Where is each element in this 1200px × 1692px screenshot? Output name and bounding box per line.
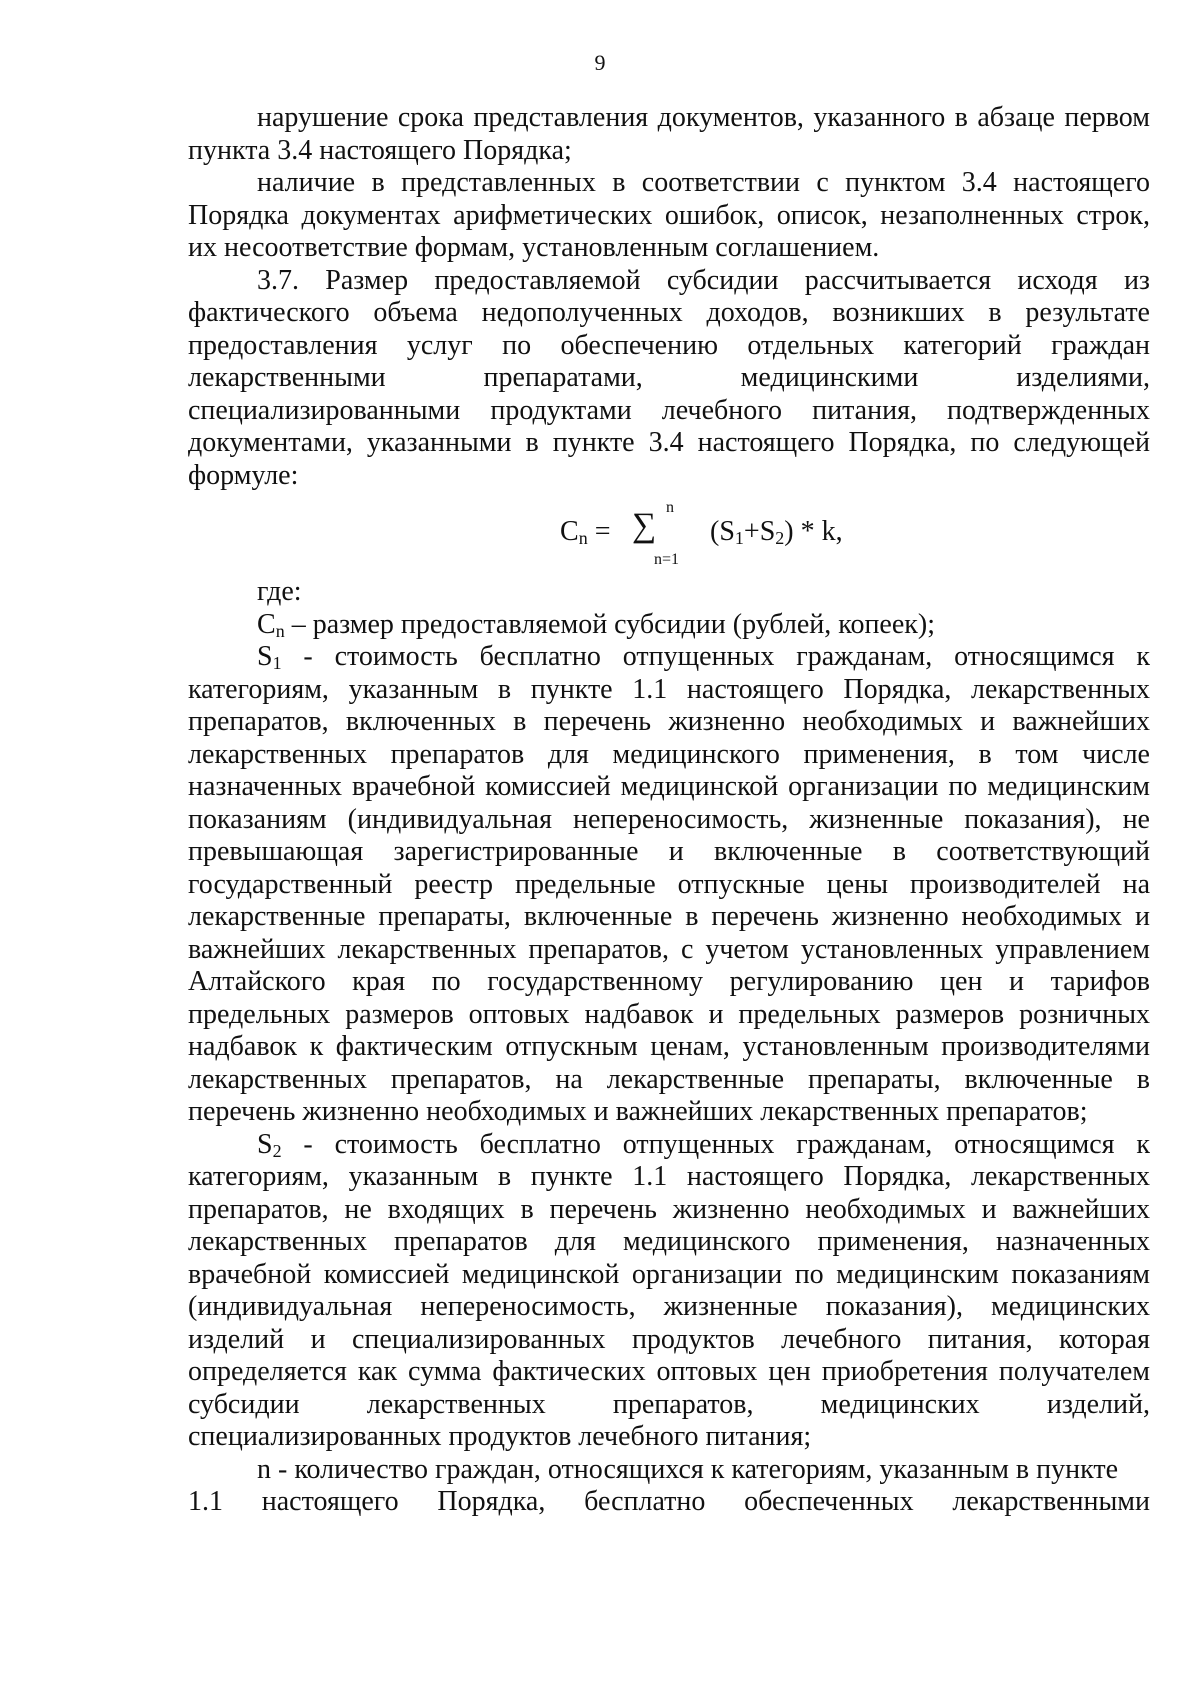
page-number: 9 [594, 50, 606, 75]
paragraph-document-errors: наличие в представленных в соответствии с пунктом 3.4 настоящего Порядка документах арифметических ошибок, описок, незаполненных строк, их несоответствие формам, установленным соглашением. [188, 167, 1150, 263]
paragraph-3-7-subsidy-size: 3.7. Размер предоставляемой субсидии рассчитывается исходя из фактического объема недополученных доходов, возникших в результате предоставления услуг по обеспечению отдельных категорий граждан лекарственными препаратами, медицинскими изделиями, специализированными продуктами лечебного питания, подтвержденных документами, указанными в пункте 3.4 настоящего Порядка, по следующей формуле: [188, 264, 1150, 491]
word: лекарственными [952, 1486, 1150, 1517]
word: Порядка, [437, 1486, 546, 1517]
document-body [188, 102, 1150, 1519]
formula-lhs: $C_n$ = [560, 516, 611, 548]
definition-s2: $S_2$ - стоимость бесплатно отпущенных гражданам, относящимся к категориям, указанным в пункте 1.1 настоящего Порядка, лекарственных препаратов, не входящих в перечень жизненно необходимых и важнейших лекарственных препаратов для медицинского применения, назначенных врачебной комиссией медицинской организации по медицинским показаниям (индивидуальная непереносимость, жизненные показания), медицинских изделий и специализированных продуктов лечебного питания, которая определяется как сумма фактических оптовых цен приобретения получателем субсидии лекарственных препаратов, медицинских изделий, специализированных продуктов лечебного питания; [188, 1128, 1150, 1452]
definition-s1: $S_1$ - стоимость бесплатно отпущенных гражданам, относящимся к категориям, указанным в пункте 1.1 настоящего Порядка, лекарственных препаратов, включенных в перечень жизненно необходимых и важнейших лекарственных препаратов для медицинского применения, в том числе назначенных врачебной комиссией медицинской организации по медицинским показаниям (индивидуальная непереносимость, жизненные показания), не превышающая зарегистрированные и включенные в соответствующий государственный реестр предельные отпускные цены производителей на лекарственные препараты, включенные в перечень жизненно необходимых и важнейших лекарственных препаратов, с учетом установленных управлением Алтайского края по государственному регулированию цен и тарифов предельных размеров оптовых надбавок и предельных размеров розничных надбавок к фактическим отпускным ценам, установленным производителями лекарственных препаратов, на лекарственные препараты, включенные в перечень жизненно необходимых и важнейших лекарственных препаратов; [188, 641, 1150, 1127]
sum-upper-limit: n [666, 499, 674, 516]
definition-cn: $C_n$ – размер предоставляемой субсидии (рублей, копеек); [257, 608, 935, 641]
definition-n-continuation [188, 1486, 1150, 1519]
paragraph-deadline-violation: нарушение срока представления документов, указанного в абзаце первом пункта 3.4 настоящего Порядка; [188, 102, 1150, 166]
word: настоящего [261, 1486, 399, 1517]
word: 1.1 [188, 1486, 223, 1517]
sum-lower-limit: n=1 [654, 551, 680, 568]
definition-n: n - количество граждан, относящихся к категориям, указанным в пункте [257, 1453, 1119, 1485]
word: обеспеченных [744, 1486, 914, 1517]
subsidy-formula [188, 492, 1150, 576]
sum-symbol: ∑ [632, 507, 657, 544]
where-label: где: [257, 576, 302, 607]
word: бесплатно [584, 1486, 706, 1517]
formula-rhs: $(S_1+S_2) * k$, [710, 516, 843, 548]
